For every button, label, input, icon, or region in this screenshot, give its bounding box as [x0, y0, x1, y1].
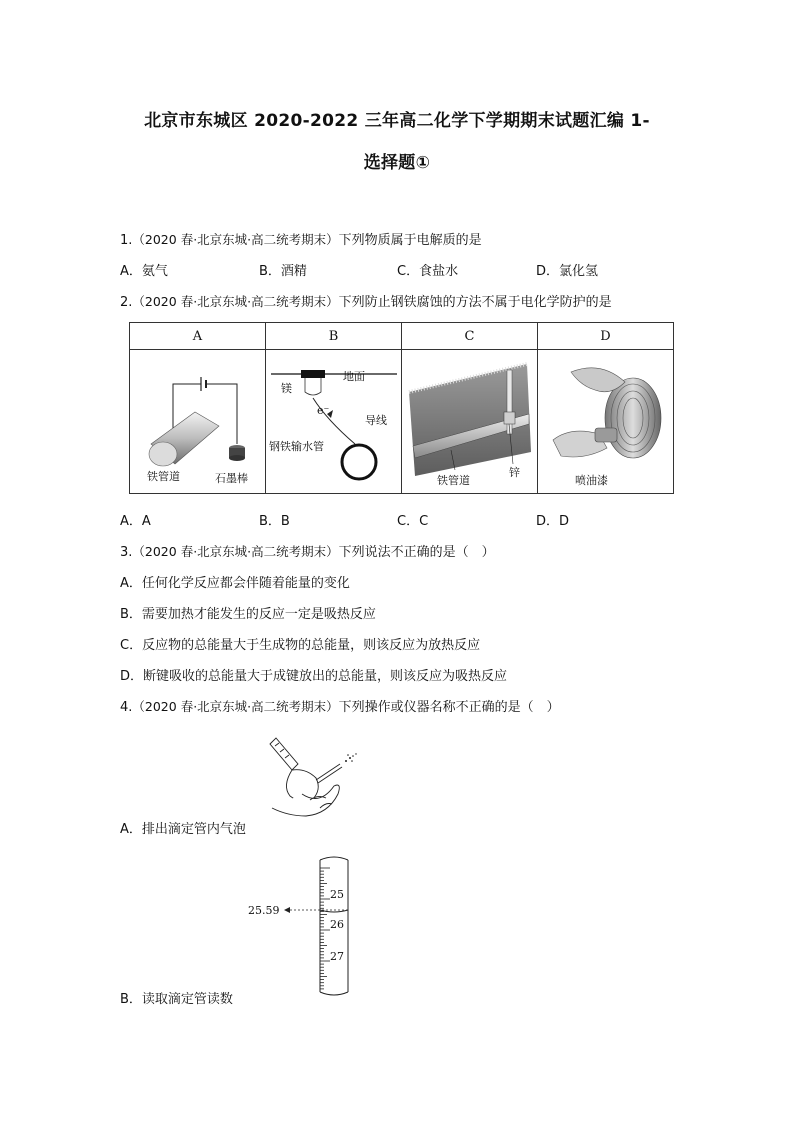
label-spray-paint: 喷油漆	[574, 473, 608, 487]
figure-cell-d	[538, 350, 674, 494]
figure-header-b: B	[266, 323, 402, 350]
buried-pipe-zinc-illustration	[405, 352, 535, 492]
q2-option-a: A．A	[120, 514, 151, 529]
q4-option-a: A．排出滴定管内气泡	[120, 822, 246, 837]
label-graphite-rod: 石墨棒	[214, 471, 248, 485]
question-source: （2020 春·北京东城·高二统考期末）	[132, 294, 339, 309]
q1-option-a: A．氨气	[120, 264, 168, 279]
q1-option-d: D．氯化氢	[536, 264, 599, 279]
figure-header-d: D	[538, 323, 674, 350]
figure-header-a: A	[130, 323, 266, 350]
question-number: 4.	[120, 700, 133, 715]
label-steel-water-pipe: 钢铁输水管	[268, 439, 324, 453]
q1-option-b: B．酒精	[259, 264, 307, 279]
burette-tick-26: 26	[330, 918, 344, 931]
label-magnesium: 镁	[280, 381, 292, 395]
q2-option-c: C．C	[397, 514, 429, 529]
question-number: 2.	[120, 295, 133, 310]
question-source: （2020 春·北京东城·高二统考期末）	[132, 544, 339, 559]
question-1	[120, 229, 482, 248]
burette-tick-27: 27	[330, 950, 344, 963]
question-number: 3.	[120, 545, 133, 560]
question-stem: 下列说法不正确的是（ ）	[338, 545, 495, 560]
question-stem: 下列防止钢铁腐蚀的方法不属于电化学防护的是	[338, 295, 612, 310]
figure-cell-b	[266, 350, 402, 494]
question-2	[120, 291, 612, 310]
label-iron-pipe: 铁管道	[436, 473, 470, 487]
q3-option-d: D．断键吸收的总能量大于成键放出的总能量，则该反应为吸热反应	[120, 669, 508, 684]
magnesium-pipe-illustration	[267, 352, 401, 492]
question-stem: 下列物质属于电解质的是	[338, 233, 482, 248]
question-3	[120, 541, 495, 560]
q1-option-c: C．食盐水	[397, 264, 459, 279]
figure-cell-c	[402, 350, 538, 494]
question-source: （2020 春·北京东城·高二统考期末）	[132, 232, 339, 247]
doc-title-line2: 选择题①	[363, 153, 431, 173]
figure-header-c: C	[402, 323, 538, 350]
pipe-graphite-illustration	[133, 352, 263, 492]
figure-cell-a	[130, 350, 266, 494]
burette-bubble-illustration	[262, 734, 362, 826]
label-electron: e⁻	[316, 403, 329, 417]
question-4	[120, 696, 560, 715]
corrosion-figure-table	[129, 322, 674, 494]
question-stem: 下列操作或仪器名称不正确的是（ ）	[338, 700, 560, 715]
burette-reading-illustration	[246, 854, 356, 998]
q2-option-b: B．B	[259, 514, 290, 529]
burette-tick-25: 25	[330, 888, 344, 901]
label-wire: 导线	[364, 413, 387, 427]
burette-reading-label: 25.59	[248, 904, 280, 917]
q4-option-b: B．读取滴定管读数	[120, 992, 233, 1007]
spray-paint-illustration	[541, 352, 671, 492]
label-zinc: 锌	[508, 465, 520, 479]
question-source: （2020 春·北京东城·高二统考期末）	[132, 699, 339, 714]
label-iron-pipe: 铁管道	[146, 469, 180, 483]
q3-option-b: B．需要加热才能发生的反应一定是吸热反应	[120, 607, 376, 622]
q3-option-c: C．反应物的总能量大于生成物的总能量，则该反应为放热反应	[120, 638, 481, 653]
doc-title-line1: 北京市东城区 2020-2022 三年高二化学下学期期末试题汇编 1-	[144, 111, 650, 131]
q3-option-a: A．任何化学反应都会伴随着能量的变化	[120, 576, 350, 591]
question-number: 1.	[120, 233, 133, 248]
label-ground: 地面	[342, 369, 365, 383]
q2-option-d: D．D	[536, 514, 570, 529]
